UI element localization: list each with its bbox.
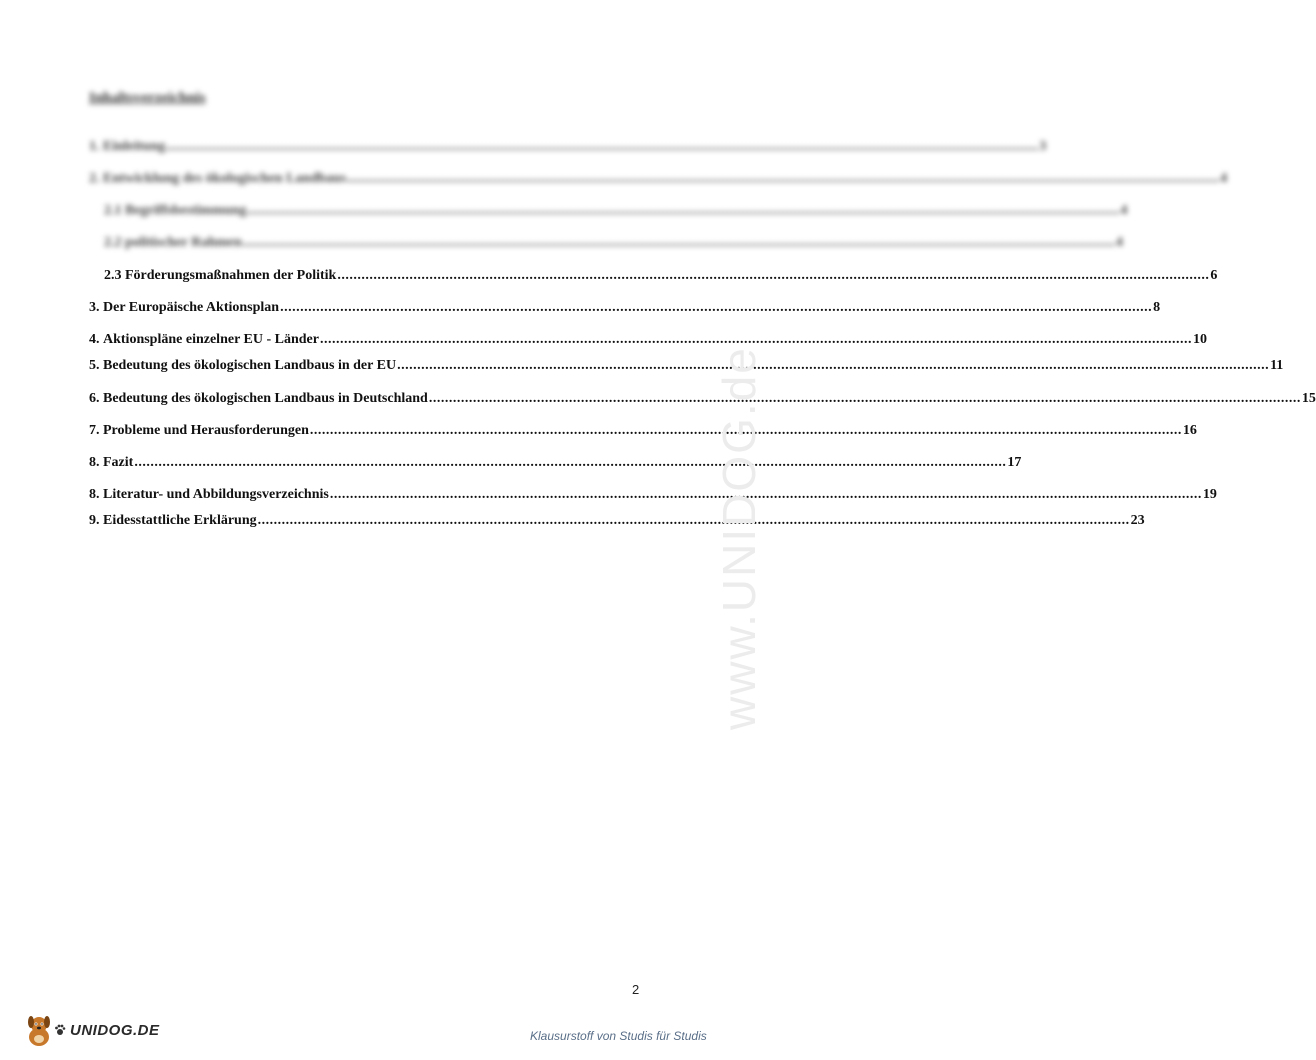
toc-entry-number: 3. (89, 300, 100, 315)
toc-entry-page: 4 (1220, 171, 1228, 186)
toc-leader-dots (243, 233, 1115, 253)
toc-entry-page: 10 (1192, 332, 1207, 347)
toc-entry-page: 3 (1039, 139, 1047, 154)
toc-entry-page: 4 (1120, 203, 1128, 218)
toc-entry[interactable] (89, 453, 1022, 473)
toc-leader-dots (258, 511, 1130, 531)
toc-entry[interactable] (89, 421, 1197, 441)
watermark: www.UNIDOG.de (713, 346, 765, 730)
toc-leader-dots (347, 169, 1219, 189)
toc-entry-label: Eidesstattliche Erklärung (103, 513, 257, 528)
toc-entry-number: 8. (89, 487, 100, 502)
toc-entry[interactable] (89, 356, 1284, 376)
toc-entry-page: 15 (1301, 391, 1316, 406)
toc-entry-label: Bedeutung des ökologischen Landbaus in Deutschland (103, 391, 428, 406)
toc-entry-number: 9. (89, 513, 100, 528)
toc-subentry[interactable] (104, 266, 1218, 286)
toc-entry-page: 17 (1007, 455, 1022, 470)
toc-entry-number: 2.1 (104, 203, 122, 218)
toc-entry-number: 7. (89, 423, 100, 438)
toc-entry-page: 11 (1270, 358, 1284, 373)
toc-entry[interactable] (89, 169, 1228, 189)
toc-entry-page: 6 (1210, 268, 1218, 283)
toc-leader-dots (247, 201, 1119, 221)
toc-leader-dots (429, 389, 1301, 409)
toc-subentry[interactable] (104, 233, 1123, 253)
toc-entry[interactable] (89, 137, 1047, 157)
toc-entry-page: 19 (1202, 487, 1217, 502)
toc-leader-dots (166, 137, 1038, 157)
toc-entry[interactable] (89, 485, 1217, 505)
toc-title: Inhaltsverzeichnis (89, 90, 206, 106)
toc-entry-number: 1. (89, 139, 100, 154)
toc-entry-label: Literatur- und Abbildungsverzeichnis (103, 487, 329, 502)
toc-entry-label: Begriffsbestimmung (125, 203, 247, 218)
toc-entry[interactable] (89, 330, 1207, 350)
toc-entry-number: 4. (89, 332, 100, 347)
toc-entry-number: 8. (89, 455, 100, 470)
page-number: 2 (632, 982, 640, 997)
toc-entry-label: politischer Rahmen (125, 235, 242, 250)
toc-entry-label: Der Europäische Aktionsplan (103, 300, 280, 315)
toc-entry-label: Förderungsmaßnahmen der Politik (125, 268, 337, 283)
toc-entry-page: 16 (1182, 423, 1197, 438)
paw-icon (54, 1024, 66, 1036)
toc-entry-label: Entwicklung des ökologischen Landbaus (103, 171, 347, 186)
dog-mascot-icon (24, 1013, 54, 1047)
toc-entry-label: Fazit (103, 455, 134, 470)
toc-entry-number: 2.3 (104, 268, 122, 283)
toc-entry-number: 2.2 (104, 235, 122, 250)
toc-entry-page: 8 (1153, 300, 1161, 315)
toc-leader-dots (337, 266, 1209, 286)
logo-text: UNIDOG.DE (70, 1021, 160, 1039)
toc-entry-label: Probleme und Herausforderungen (103, 423, 309, 438)
toc-entry-label: Einleitung (103, 139, 166, 154)
toc-entry-number: 6. (89, 391, 100, 406)
toc-entry-page: 23 (1130, 513, 1145, 528)
toc-leader-dots (397, 356, 1269, 376)
toc-leader-dots (280, 298, 1152, 318)
toc-entry[interactable] (89, 298, 1161, 318)
unidog-logo[interactable] (24, 1010, 184, 1050)
toc-entry[interactable] (89, 511, 1145, 531)
toc-entry-page: 4 (1115, 235, 1123, 250)
toc-subentry[interactable] (104, 201, 1128, 221)
toc-leader-dots (134, 453, 1006, 473)
toc-entry-number: 5. (89, 358, 100, 373)
toc-entry-number: 2. (89, 171, 100, 186)
footer-slogan: Klausurstoff von Studis für Studis (530, 1029, 707, 1043)
toc-entry-label: Aktionspläne einzelner EU - Länder (103, 332, 319, 347)
toc-entry[interactable] (89, 389, 1316, 409)
toc-entry-label: Bedeutung des ökologischen Landbaus in der EU (103, 358, 397, 373)
